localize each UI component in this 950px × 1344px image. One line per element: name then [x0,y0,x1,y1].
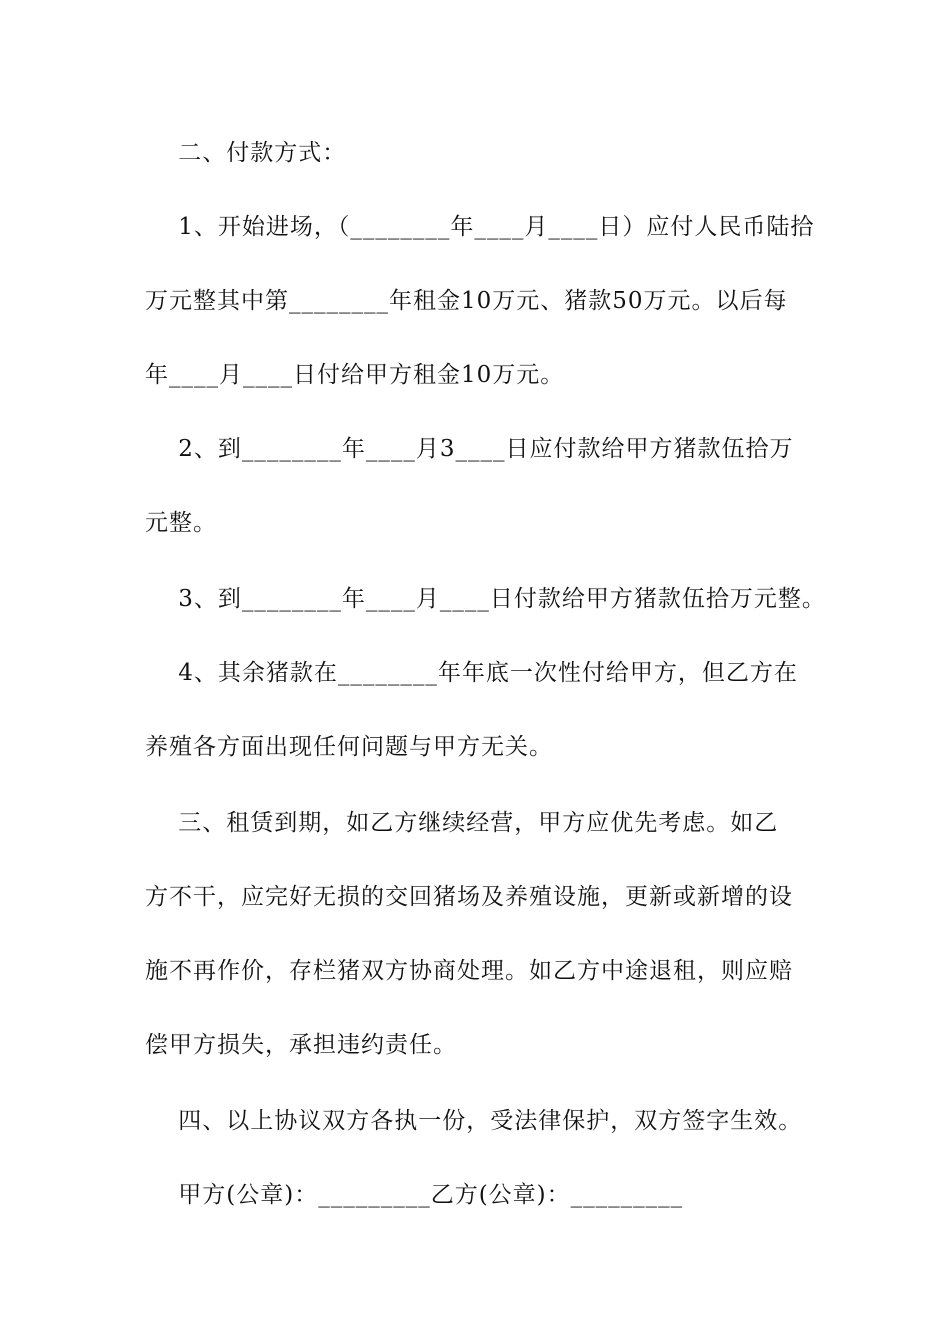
paragraph-line: 4、其余猪款在________年年底一次性付给甲方，但乙方在 [145,660,798,686]
paragraph-line: 偿甲方损失，承担违约责任。 [145,1032,457,1058]
paragraph-line: 三、租赁到期，如乙方继续经营，甲方应优先考虑。如乙 [145,810,779,836]
paragraph-line: 万元整其中第________年租金10万元、猪款50万元。以后每 [145,288,788,314]
paragraph-line: 3、到________年____月____日付款给甲方猪款伍拾万元整。 [145,586,826,612]
section-heading-payment: 二、付款方式： [145,140,347,166]
paragraph-line: 1、开始进场，（________年____月____日）应付人民币陆拾 [145,214,815,240]
signature-line: 甲方(公章)：_________乙方(公章)：_________ [145,1182,684,1208]
paragraph-line: 元整。 [145,510,217,536]
paragraph-line: 养殖各方面出现任何问题与甲方无关。 [145,734,553,760]
paragraph-line: 方不干，应完好无损的交回猪场及养殖设施，更新或新增的设 [145,884,793,910]
paragraph-line: 2、到________年____月3____日应付款给甲方猪款伍拾万 [145,436,794,462]
paragraph-line: 施不再作价，存栏猪双方协商处理。如乙方中途退租，则应赔 [145,958,793,984]
paragraph-line: 四、以上协议双方各执一份，受法律保护，双方签字生效。 [145,1108,803,1134]
paragraph-line: 年____月____日付给甲方租金10万元。 [145,362,565,388]
